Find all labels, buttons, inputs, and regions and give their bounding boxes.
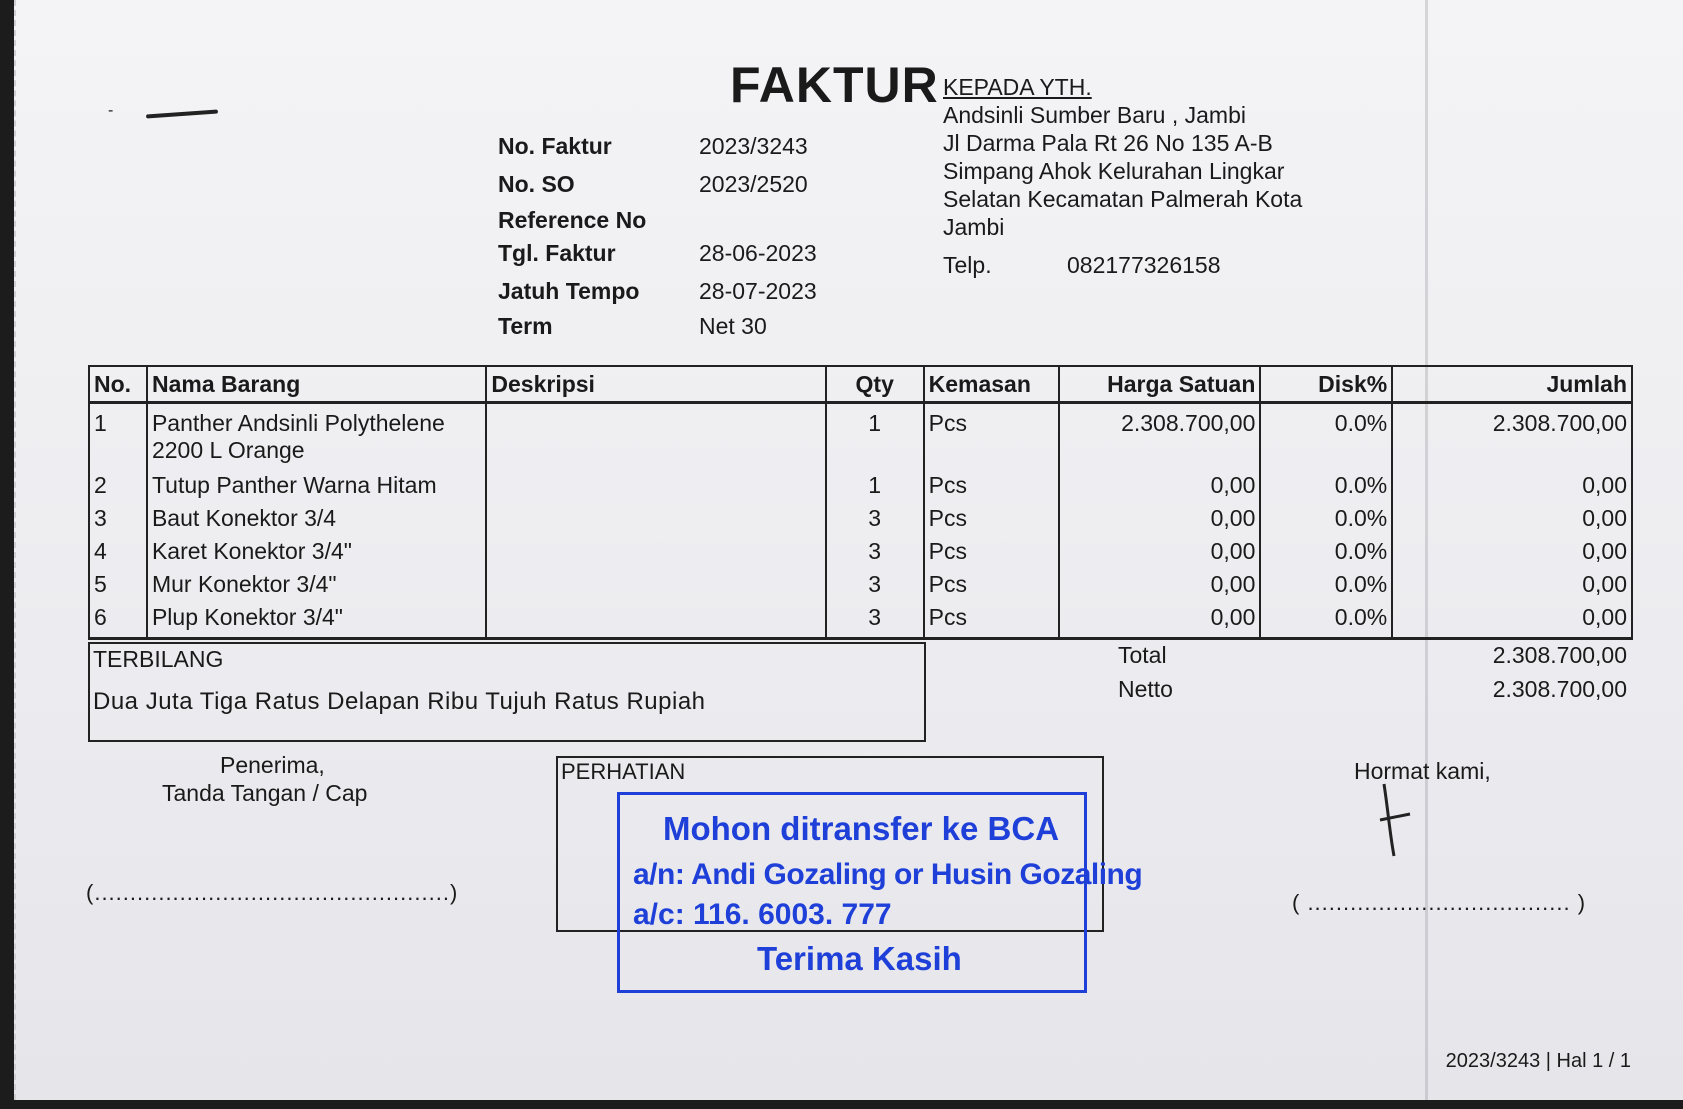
- cell-name: Tutup Panther Warna Hitam: [147, 472, 486, 505]
- netto-value: 2.308.700,00: [1492, 676, 1627, 702]
- table-row: [89, 538, 1632, 571]
- col-header-no: No.: [89, 366, 147, 403]
- cell-total: 0,00: [1392, 604, 1632, 639]
- recipient-phone: 082177326158: [1067, 252, 1221, 278]
- total-label: Total: [1118, 642, 1167, 668]
- cell-unit: Pcs: [924, 505, 1059, 538]
- pen-mark-dot: -: [108, 102, 114, 119]
- cell-total: 0,00: [1392, 472, 1632, 505]
- recipient-line: Simpang Ahok Kelurahan Lingkar: [943, 158, 1285, 184]
- cell-qty: 3: [826, 538, 924, 571]
- receiver-label: Penerima,: [220, 752, 325, 778]
- cell-unit: Pcs: [924, 604, 1059, 639]
- meta-value-no-faktur: 2023/3243: [699, 133, 808, 159]
- stamp-text-thanks: Terima Kasih: [757, 940, 962, 977]
- cell-no: 4: [89, 538, 147, 571]
- perhatian-label: PERHATIAN: [561, 759, 686, 784]
- items-table: [88, 365, 1633, 640]
- cell-disc: 0.0%: [1260, 505, 1392, 538]
- meta-label-jatuh-tempo: Jatuh Tempo: [498, 278, 640, 304]
- col-header-qty: Qty: [826, 366, 924, 403]
- meta-value-term: Net 30: [699, 313, 767, 339]
- cell-name: Panther Andsinli Polythelene 2200 L Orange: [147, 403, 486, 473]
- cell-total: 0,00: [1392, 505, 1632, 538]
- cell-desc: [486, 538, 825, 571]
- stamp-text-account-name: a/n: Andi Gozaling or Husin Gozaling: [633, 858, 1143, 891]
- page-reference: 2023/3243 | Hal 1 / 1: [1445, 1050, 1631, 1072]
- recipient-phone-label: Telp.: [943, 252, 992, 278]
- recipient-line: Selatan Kecamatan Palmerah Kota: [943, 186, 1303, 212]
- terbilang-text: Dua Juta Tiga Ratus Delapan Ribu Tujuh Ratus Rupiah: [93, 688, 706, 715]
- cell-unit: Pcs: [924, 538, 1059, 571]
- table-row: [89, 571, 1632, 604]
- cell-unit: Pcs: [924, 403, 1059, 473]
- cell-disc: 0.0%: [1260, 403, 1392, 473]
- recipient-heading: KEPADA YTH.: [943, 74, 1092, 100]
- cell-desc: [486, 604, 825, 639]
- cell-price: 0,00: [1059, 538, 1261, 571]
- cell-name: Baut Konektor 3/4: [147, 505, 486, 538]
- table-row: [89, 472, 1632, 505]
- sender-signature-line: ( ..................................... ): [1292, 890, 1587, 915]
- cell-qty: 1: [826, 403, 924, 473]
- document-title: FAKTUR: [730, 57, 939, 113]
- col-header-disk: Disk%: [1260, 366, 1392, 403]
- cell-disc: 0.0%: [1260, 472, 1392, 505]
- meta-value-jatuh-tempo: 28-07-2023: [699, 278, 817, 304]
- cell-desc: [486, 403, 825, 473]
- stamp-text-account-number: a/c: 116. 6003. 777: [633, 898, 892, 931]
- table-row: [89, 604, 1632, 639]
- col-header-kemasan: Kemasan: [924, 366, 1059, 403]
- meta-label-tgl-faktur: Tgl. Faktur: [498, 240, 616, 266]
- cell-price: 0,00: [1059, 505, 1261, 538]
- cell-total: 2.308.700,00: [1392, 403, 1632, 473]
- cell-no: 3: [89, 505, 147, 538]
- cell-price: 0,00: [1059, 571, 1261, 604]
- meta-label-reference: Reference No: [498, 207, 647, 233]
- cell-qty: 3: [826, 604, 924, 639]
- cell-disc: 0.0%: [1260, 538, 1392, 571]
- cell-qty: 3: [826, 571, 924, 604]
- col-header-deskripsi: Deskripsi: [486, 366, 825, 403]
- cell-total: 0,00: [1392, 571, 1632, 604]
- meta-value-no-so: 2023/2520: [699, 171, 808, 197]
- table-row: [89, 505, 1632, 538]
- col-header-nama-barang: Nama Barang: [147, 366, 486, 403]
- handwritten-signature: [1370, 780, 1430, 860]
- cell-unit: Pcs: [924, 571, 1059, 604]
- stamp-text-transfer: Mohon ditransfer ke BCA: [663, 810, 1060, 847]
- cell-unit: Pcs: [924, 472, 1059, 505]
- cell-no: 2: [89, 472, 147, 505]
- cell-price: 0,00: [1059, 472, 1261, 505]
- cell-qty: 3: [826, 505, 924, 538]
- cell-no: 6: [89, 604, 147, 639]
- cell-name: Mur Konektor 3/4": [147, 571, 486, 604]
- cell-price: 2.308.700,00: [1059, 403, 1261, 473]
- meta-value-tgl-faktur: 28-06-2023: [699, 240, 817, 266]
- cell-price: 0,00: [1059, 604, 1261, 639]
- table-header-row: [89, 366, 1632, 403]
- total-value: 2.308.700,00: [1492, 642, 1627, 668]
- cell-total: 0,00: [1392, 538, 1632, 571]
- sender-label: Hormat kami,: [1354, 758, 1491, 784]
- cell-desc: [486, 472, 825, 505]
- meta-label-no-so: No. SO: [498, 171, 575, 197]
- cell-name: Karet Konektor 3/4": [147, 538, 486, 571]
- cell-disc: 0.0%: [1260, 571, 1392, 604]
- receiver-sublabel: Tanda Tangan / Cap: [162, 780, 368, 806]
- cell-disc: 0.0%: [1260, 604, 1392, 639]
- cell-no: 5: [89, 571, 147, 604]
- cell-name: Plup Konektor 3/4": [147, 604, 486, 639]
- recipient-line: Jl Darma Pala Rt 26 No 135 A-B: [943, 130, 1273, 156]
- receiver-signature-line: (..................................................): [86, 880, 459, 905]
- netto-label: Netto: [1118, 676, 1173, 702]
- cell-desc: [486, 505, 825, 538]
- terbilang-label: TERBILANG: [93, 646, 224, 672]
- meta-label-no-faktur: No. Faktur: [498, 133, 612, 159]
- recipient-line: Andsinli Sumber Baru , Jambi: [943, 102, 1246, 128]
- cell-no: 1: [89, 403, 147, 473]
- cell-desc: [486, 571, 825, 604]
- recipient-line: Jambi: [943, 214, 1005, 240]
- table-row: [89, 403, 1632, 473]
- col-header-jumlah: Jumlah: [1392, 366, 1632, 403]
- cell-qty: 1: [826, 472, 924, 505]
- col-header-harga-satuan: Harga Satuan: [1059, 366, 1261, 403]
- meta-label-term: Term: [498, 313, 553, 339]
